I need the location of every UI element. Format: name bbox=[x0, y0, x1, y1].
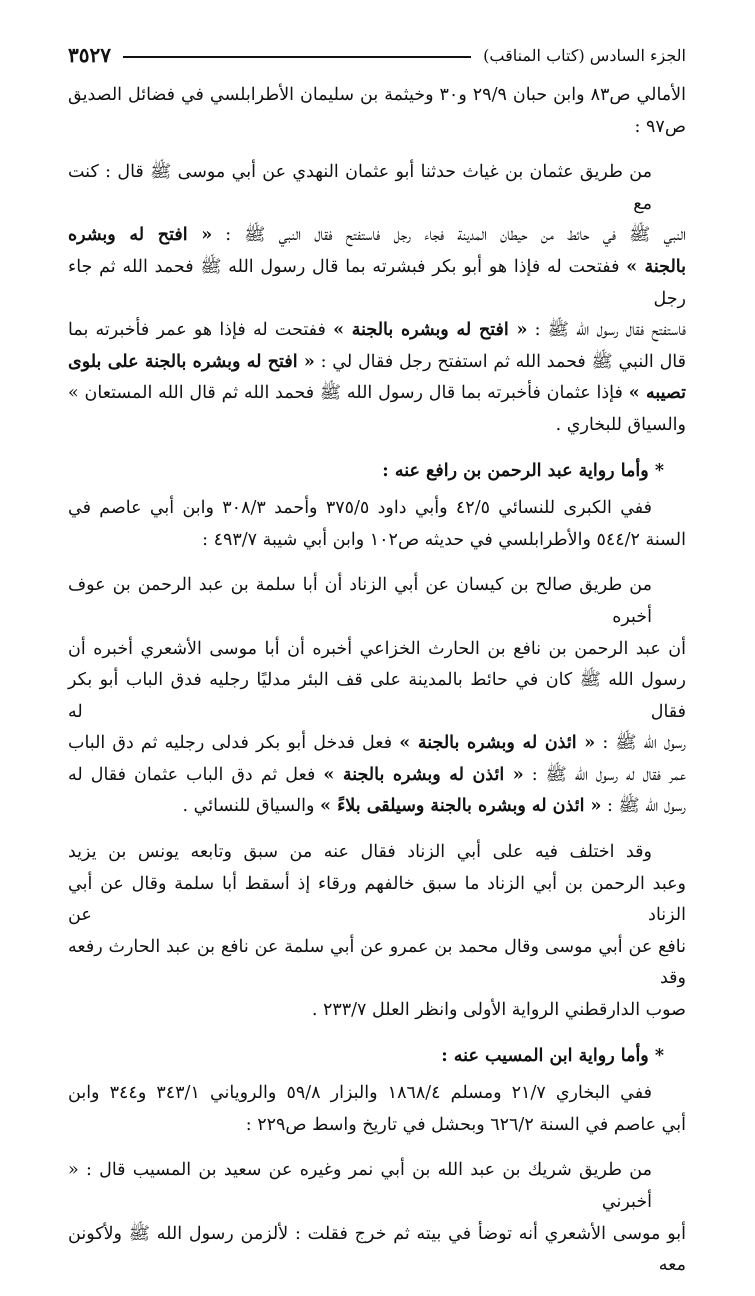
paragraph-references-3 bbox=[68, 1078, 686, 1141]
text-run: فإذا عثمان فأخبرته بما قال رسول الله ﷺ فحمد الله ثم قال الله المستعان » bbox=[68, 383, 629, 404]
text-line: ففي الكبرى للنسائي ٤٢/٥ وأبي داود ٣٧٥/٥ وأحمد ٣٠٨/٣ وابن أبي عاصم في bbox=[68, 498, 653, 519]
text-line bbox=[68, 347, 686, 379]
paragraph-references-2 bbox=[68, 493, 686, 556]
quote-run: تصيبه » bbox=[628, 383, 686, 404]
quote-run: بالجنة » bbox=[626, 256, 686, 277]
paragraph-discussion bbox=[68, 837, 686, 1027]
text-run: والسياق للنسائي . bbox=[182, 796, 321, 817]
quote-run: « افتح له وبشره bbox=[68, 225, 213, 246]
text-line: وعبد الرحمن بن أبي الزناد ما سبق خالفهم ورقاء إذ أسقط أبا سلمة وقال عن أبي الزناد عن bbox=[68, 873, 686, 926]
text-line: ففي البخاري ٢١/٧ ومسلم ١٨٦٨/٤ والبزار ٥٩/٨ والروياني ٣٤٣/١ و٣٤٤ وابن bbox=[68, 1083, 652, 1104]
quote-run: « افتح له وبشره بالجنة على بلوى bbox=[68, 351, 315, 372]
text-line: من طريق شريك بن عبد الله بن أبي نمر وغيره عن سعيد بن المسيب قال : « أخبرني bbox=[68, 1160, 652, 1212]
page-number: ٣٥٢٧ bbox=[68, 43, 111, 67]
text-run: رسول الله ﷺ : bbox=[595, 733, 686, 754]
text-run: فاستفتح فقال رسول الله ﷺ : bbox=[527, 320, 687, 341]
text-line: والسياق للبخاري . bbox=[555, 414, 686, 435]
header-rule bbox=[123, 56, 471, 58]
text-run: ففتحت له فإذا هو أبو بكر فبشرته بما قال رسول الله ﷺ فحمد الله ثم جاء رجل bbox=[68, 256, 686, 309]
quote-run: « ائذن له وبشره بالجنة » bbox=[399, 733, 596, 754]
text-line: الأمالي ص٨٣ وابن حبان ٢٩/٩ و٣٠ وخيثمة بن سليمان الأطرابلسي في فضائل الصديق bbox=[68, 85, 687, 105]
document-page bbox=[68, 40, 686, 1296]
text-line: من طريق صالح بن كيسان عن أبي الزناد أن أبا سلمة بن عبد الرحمن بن عوف أخبره bbox=[68, 575, 652, 627]
text-line: أن عبد الرحمن بن نافع بن الحارث الخزاعي أخبره أن أبا موسى الأشعري أخبره أن bbox=[68, 638, 686, 659]
text-line bbox=[68, 220, 686, 252]
text-run: فعل فدخل أبو بكر فدلى رجليه ثم دق الباب bbox=[68, 733, 400, 754]
section-heading: * وأما رواية عبد الرحمن بن رافع عنه : bbox=[382, 460, 664, 481]
text-line: رسول الله ﷺ كان في حائط بالمدينة على قف البئر مدليًا رجليه فدق الباب أبو بكر فقال له bbox=[68, 670, 686, 722]
text-line: أبو موسى الأشعري أنه توضأ في بيته ثم خرج فقلت : لألزمن رسول الله ﷺ ولأكونن معه bbox=[68, 1223, 686, 1276]
text-line bbox=[68, 378, 686, 410]
text-run: ففتحت له فإذا هو عمر فأخبرته بما bbox=[68, 320, 334, 341]
text-run: قال النبي ﷺ فحمد الله ثم استفتح رجل فقال لي : bbox=[314, 351, 686, 372]
page-header bbox=[68, 40, 686, 70]
text-run: عمر فقال له رسول الله ﷺ : bbox=[523, 764, 686, 785]
paragraph-hadith-1 bbox=[68, 157, 686, 441]
text-line: من طريق عثمان بن غياث حدثنا أبو عثمان النهدي عن أبي موسى ﷺ قال : كنت مع bbox=[68, 162, 652, 214]
text-line: صوب الدارقطني الرواية الأولى وانظر العلل ٢٣٣/٧ . bbox=[311, 1000, 686, 1021]
text-line bbox=[68, 791, 686, 823]
text-line bbox=[68, 728, 686, 760]
text-line bbox=[68, 760, 686, 792]
running-title: الجزء السادس (كتاب المناقب) bbox=[483, 45, 686, 65]
text-line bbox=[68, 315, 686, 347]
text-line: نافع عن أبي موسى وقال محمد بن عمرو عن أبي سلمة عن نافع بن عبد الحارث رفعه وقد bbox=[68, 936, 686, 989]
text-line: السنة ٥٤٤/٢ والأطرابلسي في حديثه ص١٠٢ وابن أبي شيبة ٤٩٣/٧ : bbox=[202, 529, 686, 550]
quote-run: « ائذن له وبشره بالجنة وسيلقى بلاءً » bbox=[320, 796, 602, 817]
text-run: رسول الله ﷺ : bbox=[601, 796, 686, 817]
paragraph-hadith-2 bbox=[68, 570, 686, 823]
text-line: وقد اختلف فيه على أبي الزناد فقال عنه من سبق وتابعه يونس بن يزيد bbox=[68, 842, 652, 863]
text-line: أبي عاصم في السنة ٦٢٦/٢ وبحشل في تاريخ واسط ص٢٢٩ : bbox=[245, 1114, 686, 1135]
quote-run: « ائذن له وبشره بالجنة » bbox=[323, 764, 524, 785]
text-run: النبي ﷺ في حائط من حيطان المدينة فجاء رجل فاستفتح فقال النبي ﷺ : bbox=[212, 225, 687, 246]
quote-run: « افتح له وبشره بالجنة » bbox=[333, 320, 528, 341]
paragraph-hadith-3 bbox=[68, 1155, 686, 1281]
text-line bbox=[68, 252, 686, 315]
text-run: فعل ثم دق الباب عثمان فقال له bbox=[68, 764, 324, 785]
text-line: ص٩٧ : bbox=[634, 116, 686, 137]
section-heading: * وأما رواية ابن المسيب عنه : bbox=[441, 1045, 664, 1066]
paragraph-references-1 bbox=[68, 80, 686, 143]
